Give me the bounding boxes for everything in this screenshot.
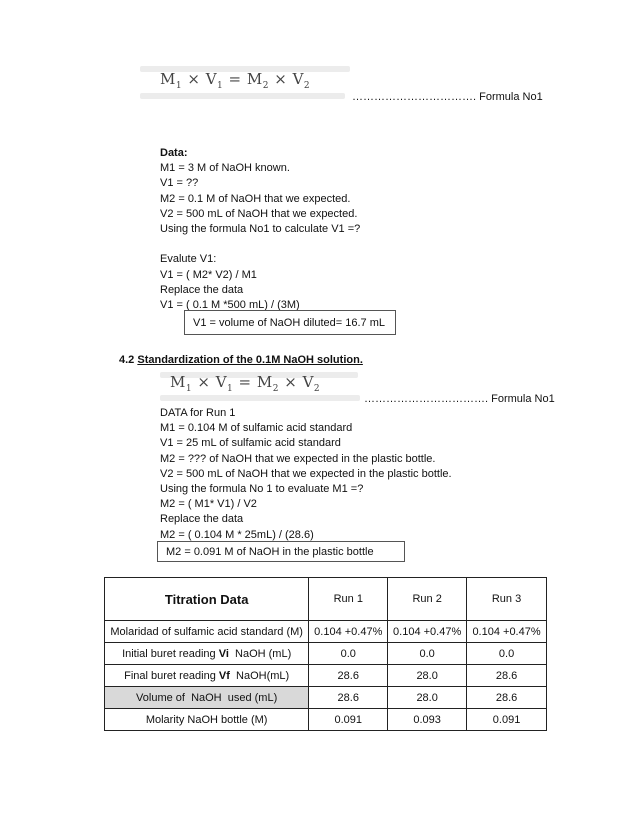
section-title: Standardization of the 0.1M NaOH solution. — [137, 354, 363, 366]
table-cell: 0.0 — [388, 643, 467, 665]
titration-table — [104, 577, 547, 731]
section-heading — [119, 354, 363, 366]
formula-image: $M_1 \times V_1 = M_2 \times V_2$ — [160, 70, 311, 91]
data-line: V2 = 500 mL of NaOH that we expected. — [160, 207, 358, 220]
table-cell: 0.091 — [467, 709, 547, 731]
table-cell: 0.0 — [467, 643, 547, 665]
data-line: Using the formula No1 to calculate V1 =? — [160, 223, 361, 236]
data-line: Replace the data — [160, 513, 244, 526]
data-heading: Data: — [160, 147, 188, 159]
result-text: V1 = volume of NaOH diluted= 16.7 mL — [193, 316, 385, 329]
leader-dots: ……………………………. — [352, 91, 477, 103]
data-line: V1 = ( M2* V2) / M1 — [160, 268, 257, 281]
table-title: Titration Data — [105, 578, 309, 621]
data-line: V2 = 500 mL of NaOH that we expected in the plastic bottle. — [160, 467, 452, 480]
table-row — [105, 665, 547, 687]
data-block-2 — [160, 406, 452, 543]
table-header-row — [105, 578, 547, 621]
table-cell: 0.091 — [309, 709, 388, 731]
result-text: M2 = 0.091 M of NaOH in the plastic bottle — [166, 545, 374, 558]
result-box-m2 — [157, 541, 405, 562]
row-label: Volume of NaOH used (mL) — [105, 687, 309, 709]
leader-dots: ……………………………. — [364, 393, 489, 405]
table-cell: 28.0 — [388, 665, 467, 687]
table-row — [105, 687, 547, 709]
table-cell: 28.6 — [467, 687, 547, 709]
data-heading: DATA for Run 1 — [160, 407, 236, 419]
data-line: M2 = 0.1 M of NaOH that we expected. — [160, 192, 351, 205]
row-label: Molaridad of sulfamic acid standard (M) — [105, 621, 309, 643]
data-line: Evalute V1: — [160, 253, 217, 266]
row-label: Initial buret reading Vi NaOH (mL) — [105, 643, 309, 665]
formula-label: Formula No1 — [491, 393, 555, 405]
table-cell: 28.6 — [309, 665, 388, 687]
table-cell: 0.104 +0.47% — [309, 621, 388, 643]
faded-text-artifact — [160, 395, 360, 401]
row-label: Molarity NaOH bottle (M) — [105, 709, 309, 731]
table-row — [105, 709, 547, 731]
table-cell: 0.0 — [309, 643, 388, 665]
column-header-run-1: Run 1 — [309, 578, 388, 621]
data-line: M2 = ( M1* V1) / V2 — [160, 498, 257, 511]
data-line: Using the formula No 1 to evaluate M1 =? — [160, 483, 364, 496]
column-header-run-3: Run 3 — [467, 578, 547, 621]
table-cell: 0.104 +0.47% — [467, 621, 547, 643]
data-line: M2 = ( 0.104 M * 25mL) / (28.6) — [160, 528, 314, 541]
table-cell: 0.104 +0.47% — [388, 621, 467, 643]
section-number: 4.2 — [119, 354, 135, 366]
formula-image: $M_1 \times V_1 = M_2 \times V_2$ — [170, 373, 321, 394]
table-cell: 28.0 — [388, 687, 467, 709]
column-header-run-2: Run 2 — [388, 578, 467, 621]
row-label: Final buret reading Vf NaOH(mL) — [105, 665, 309, 687]
data-line: V1 = ?? — [160, 177, 199, 190]
data-line: M2 = ??? of NaOH that we expected in the plastic bottle. — [160, 452, 436, 465]
table-cell: 0.093 — [388, 709, 467, 731]
table-row — [105, 621, 547, 643]
faded-text-artifact — [140, 93, 345, 99]
data-line: M1 = 0.104 M of sulfamic acid standard — [160, 422, 353, 435]
data-line: Replace the data — [160, 283, 244, 296]
data-line: V1 = 25 mL of sulfamic acid standard — [160, 437, 341, 450]
table-cell: 28.6 — [309, 687, 388, 709]
data-line: V1 = ( 0.1 M *500 mL) / (3M) — [160, 299, 300, 312]
result-box-v1 — [184, 310, 396, 335]
table-cell: 28.6 — [467, 665, 547, 687]
data-line: M1 = 3 M of NaOH known. — [160, 162, 290, 175]
formula-reference — [364, 393, 555, 405]
formula-reference — [352, 91, 543, 103]
formula-label: Formula No1 — [479, 91, 543, 103]
table-row — [105, 643, 547, 665]
data-block-1 — [160, 146, 360, 313]
data-line-blank — [160, 237, 360, 252]
